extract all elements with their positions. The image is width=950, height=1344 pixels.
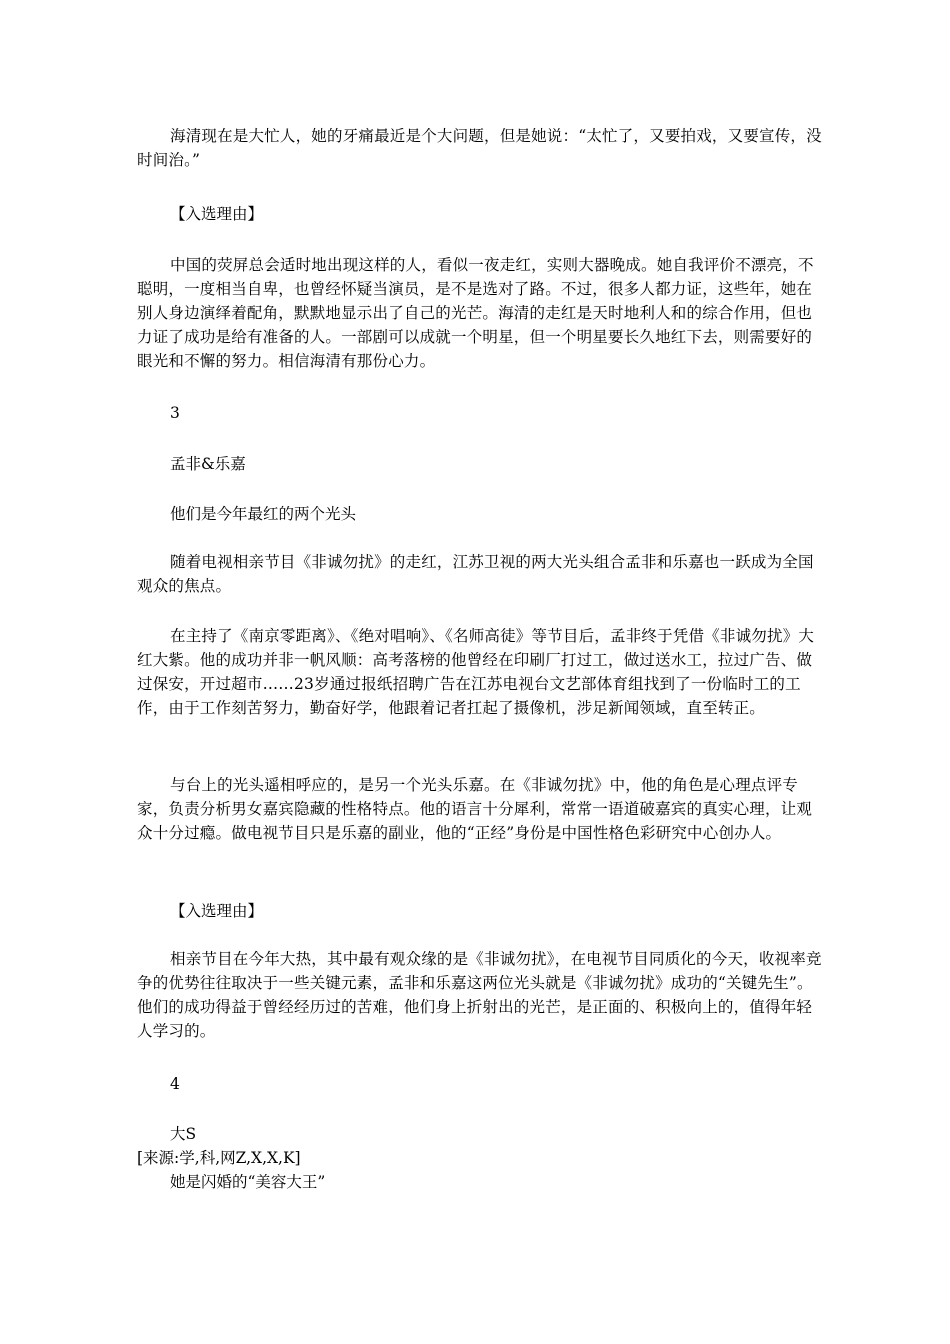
paragraph-intro: 随着电视相亲节目《非诚勿扰》的走红，江苏卫视的两大光头组合孟非和乐嘉也一跃成为全国观众的焦点。 (137, 553, 814, 595)
selection-reason-heading: 【入选理由】 (170, 205, 264, 223)
selection-reason-heading: 【入选理由】 (170, 902, 264, 920)
section-subtitle: 她是闪婚的“美容大王” (170, 1173, 326, 1191)
paragraph-reason: 相亲节目在今年大热，其中最有观众缘的是《非诚勿扰》，在电视节目同质化的今天，收视率竞争的优势往往取决于一些关键元素，孟非和乐嘉这两位光头就是《非诚勿扰》成功的“关键先生”。他们的成功得益于曾经经历过的苦难，他们身上折射出的光芒，是正面的、积极向上的，值得年轻人学习的。 (137, 950, 822, 1040)
paragraph-haiqing-reason: 中国的荧屏总会适时地出现这样的人，看似一夜走红，实则大器晚成。她自我评价不漂亮，不聪明，一度相当自卑，也曾经怀疑当演员，是不是选对了路。不过，很多人都力证，这些年，她在别人身边演绎着配角，默默地显示出了自己的光芒。海清的走红是天时地利人和的综合作用，但也力证了成功是给有准备的人。一部剧可以成就一个明星，但一个明星要长久地红下去，则需要好的眼光和不懈的努力。相信海清有那份心力。 (137, 256, 814, 370)
source-note: [来源:学,科,网Z,X,X,K] (137, 1149, 301, 1167)
section-name: 大S (170, 1125, 197, 1143)
section-subtitle: 他们是今年最红的两个光头 (170, 505, 357, 523)
paragraph-lejia: 与台上的光头遥相呼应的，是另一个光头乐嘉。在《非诚勿扰》中，他的角色是心理点评专家，负责分析男女嘉宾隐藏的性格特点。他的语言十分犀利，常常一语道破嘉宾的真实心理，让观众十分过瘾。做电视节目只是乐嘉的副业，他的“正经”身份是中国性格色彩研究中心创办人。 (137, 776, 813, 842)
paragraph-haiqing-busy: 海清现在是大忙人，她的牙痛最近是个大问题，但是她说：“太忙了，又要拍戏，又要宣传，没时间治。” (137, 127, 822, 169)
section-number: 4 (170, 1075, 180, 1093)
section-number: 3 (170, 404, 180, 422)
section-name: 孟非&乐嘉 (170, 455, 246, 473)
paragraph-mengfei: 在主持了《南京零距离》、《绝对唱响》、《名师高徒》等节目后，孟非终于凭借《非诚勿扰》大红大紫。他的成功并非一帆风顺：高考落榜的他曾经在印刷厂打过工，做过送水工，拉过广告、做过保安，开过超市……23岁通过报纸招聘广告在江苏电视台文艺部体育组找到了一份临时工的工作，由于工作刻苦努力，勤奋好学，他跟着记者扛起了摄像机，涉足新闻领域，直至转正。 (137, 627, 815, 717)
